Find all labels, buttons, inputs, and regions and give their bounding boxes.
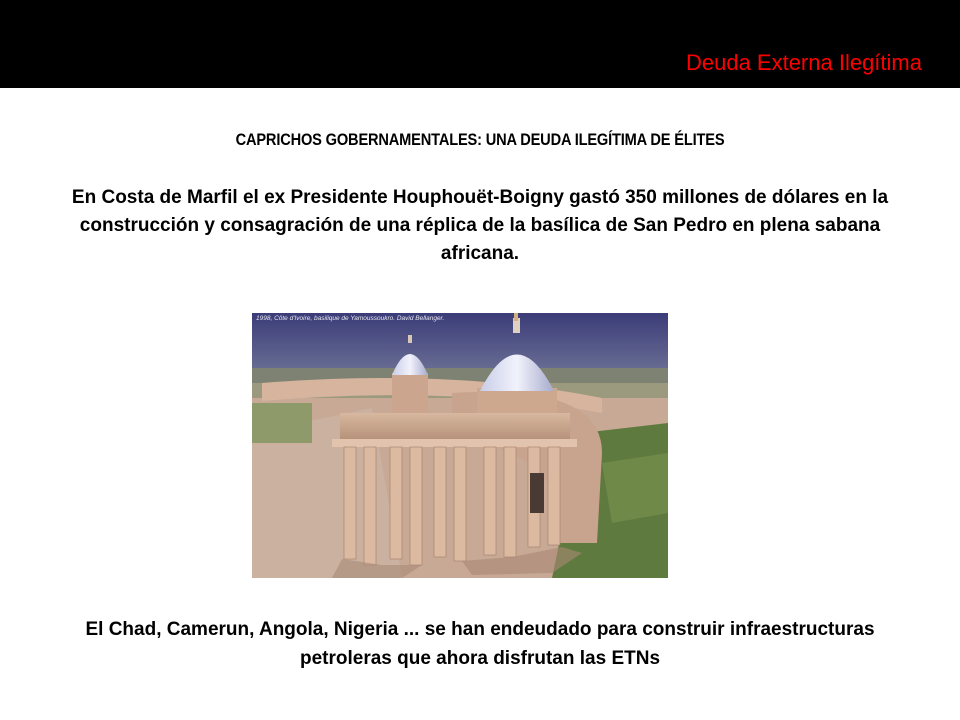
basilica-photo (252, 313, 668, 578)
paragraph-africa-oil: El Chad, Camerun, Angola, Nigeria ... se han endeudado para construir infraestructuras petroleras que ahora disfrutan las ETNs (85, 619, 875, 669)
slide-title: Deuda Externa Ilegítima (685, 50, 922, 75)
photo-caption: 1998, Côte d'Ivoire, basilique de Yamoussoukro. David Bellanger. (256, 315, 445, 322)
slide-heading: CAPRICHOS GOBERNAMENTALES: UNA DEUDA ILEGÍTIMA DE ÉLITES (235, 130, 725, 149)
paragraph-costa-de-marfil: En Costa de Marfil el ex Presidente Houphouët-Boigny gastó 350 millones de dólares en la construcción y consagración de una réplica de la basílica de San Pedro en plena sabana africana. (71, 187, 889, 264)
basilica-illustration (252, 313, 668, 578)
header-bar (0, 0, 960, 88)
